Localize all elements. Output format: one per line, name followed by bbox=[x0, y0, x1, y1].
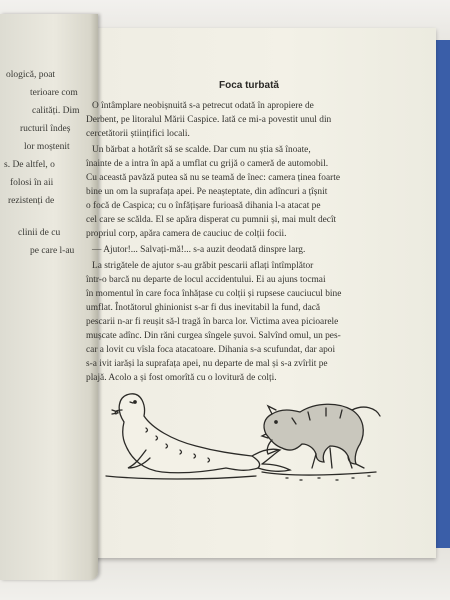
seal-and-dog-illustration bbox=[86, 388, 386, 488]
left-page-line: rezistenți de bbox=[8, 196, 55, 206]
article-line: Cu această pavăză putea să nu se teamă de înec: camera ținea foarte bbox=[86, 173, 341, 183]
article-line: car a lovit cu vîsla foca atacatoare. Dihania s-a scufundat, dar apoi bbox=[86, 345, 336, 355]
article-line: în momentul în care foca înhățase cu colții și rupsese cauciucul bine bbox=[86, 289, 342, 299]
left-page-line: folosi în aii bbox=[10, 178, 54, 188]
article-line: cercetătorii științifici locali. bbox=[86, 129, 190, 139]
article-line: plajă. Acolo a și fost omorîtă cu o lovitură de colți. bbox=[86, 373, 277, 383]
article-line: într-o barcă nu departe de locul accidentului. Ei au ajuns tocmai bbox=[86, 275, 326, 285]
left-page-line: lor moștenit bbox=[24, 142, 70, 152]
left-page-line: pe care l-au bbox=[30, 246, 75, 256]
article-line: s-a ivit iarăși la suprafața apei, nu departe de mal și s-a zvîrlit pe bbox=[86, 359, 328, 369]
dog-drawing bbox=[262, 404, 380, 480]
left-page-line: ologică, poat bbox=[6, 70, 56, 80]
left-page-line: terioare com bbox=[30, 88, 78, 98]
article-line: O întâmplare neobișnuită s-a petrecut odată în apropiere de bbox=[92, 101, 314, 111]
article-line: propriul corp, apăra camera de cauciuc de colții focii. bbox=[86, 229, 287, 239]
article-line: o focă de Caspica; cu o înfățișare furioasă dihania l-a atacat pe bbox=[86, 201, 321, 211]
article-line: cel care se scălda. El se apăra disperat cu pumnii și, mai mult decît bbox=[86, 215, 337, 225]
article-line: mușcate adînc. Din răni curgea sîngele șuvoi. Salvînd omul, un pes- bbox=[86, 331, 341, 341]
article-title: Foca turbată bbox=[218, 80, 279, 91]
article-line: La strigătele de ajutor s-au grăbit pescarii aflați întîmplător bbox=[92, 261, 314, 271]
left-page-line: ructuril îndeș bbox=[20, 124, 71, 134]
article-line: — Ajutor!... Salvați-mă!... s-a auzit deodată dinspre larg. bbox=[92, 245, 306, 255]
article-line: înainte de a intra în apă a umflat cu grijă o cameră de automobil. bbox=[86, 159, 329, 169]
left-page-line: calități. Dim bbox=[32, 106, 80, 116]
article-line: Derbent, pe litoralul Mării Caspice. Iată ce mi-a povestit unul din bbox=[86, 115, 332, 125]
article-line: pescarii n-ar fi reușit să-l tragă în barca lor. Victima avea picioarele bbox=[86, 317, 339, 327]
article-line: bine un om la suprafața apei. Pe neașteptate, din adîncuri a țîșnit bbox=[86, 187, 328, 197]
article-line: Un bărbat a hotărît să se scalde. Dar cum nu știa să înoate, bbox=[92, 145, 311, 155]
left-page-line: clinii de cu bbox=[18, 228, 61, 238]
left-page bbox=[0, 14, 98, 580]
article-line: umflat. Înotătorul ghinionist s-ar fi dus inevitabil la fund, dacă bbox=[86, 303, 321, 313]
left-page-line: s. De altfel, o bbox=[4, 160, 55, 170]
